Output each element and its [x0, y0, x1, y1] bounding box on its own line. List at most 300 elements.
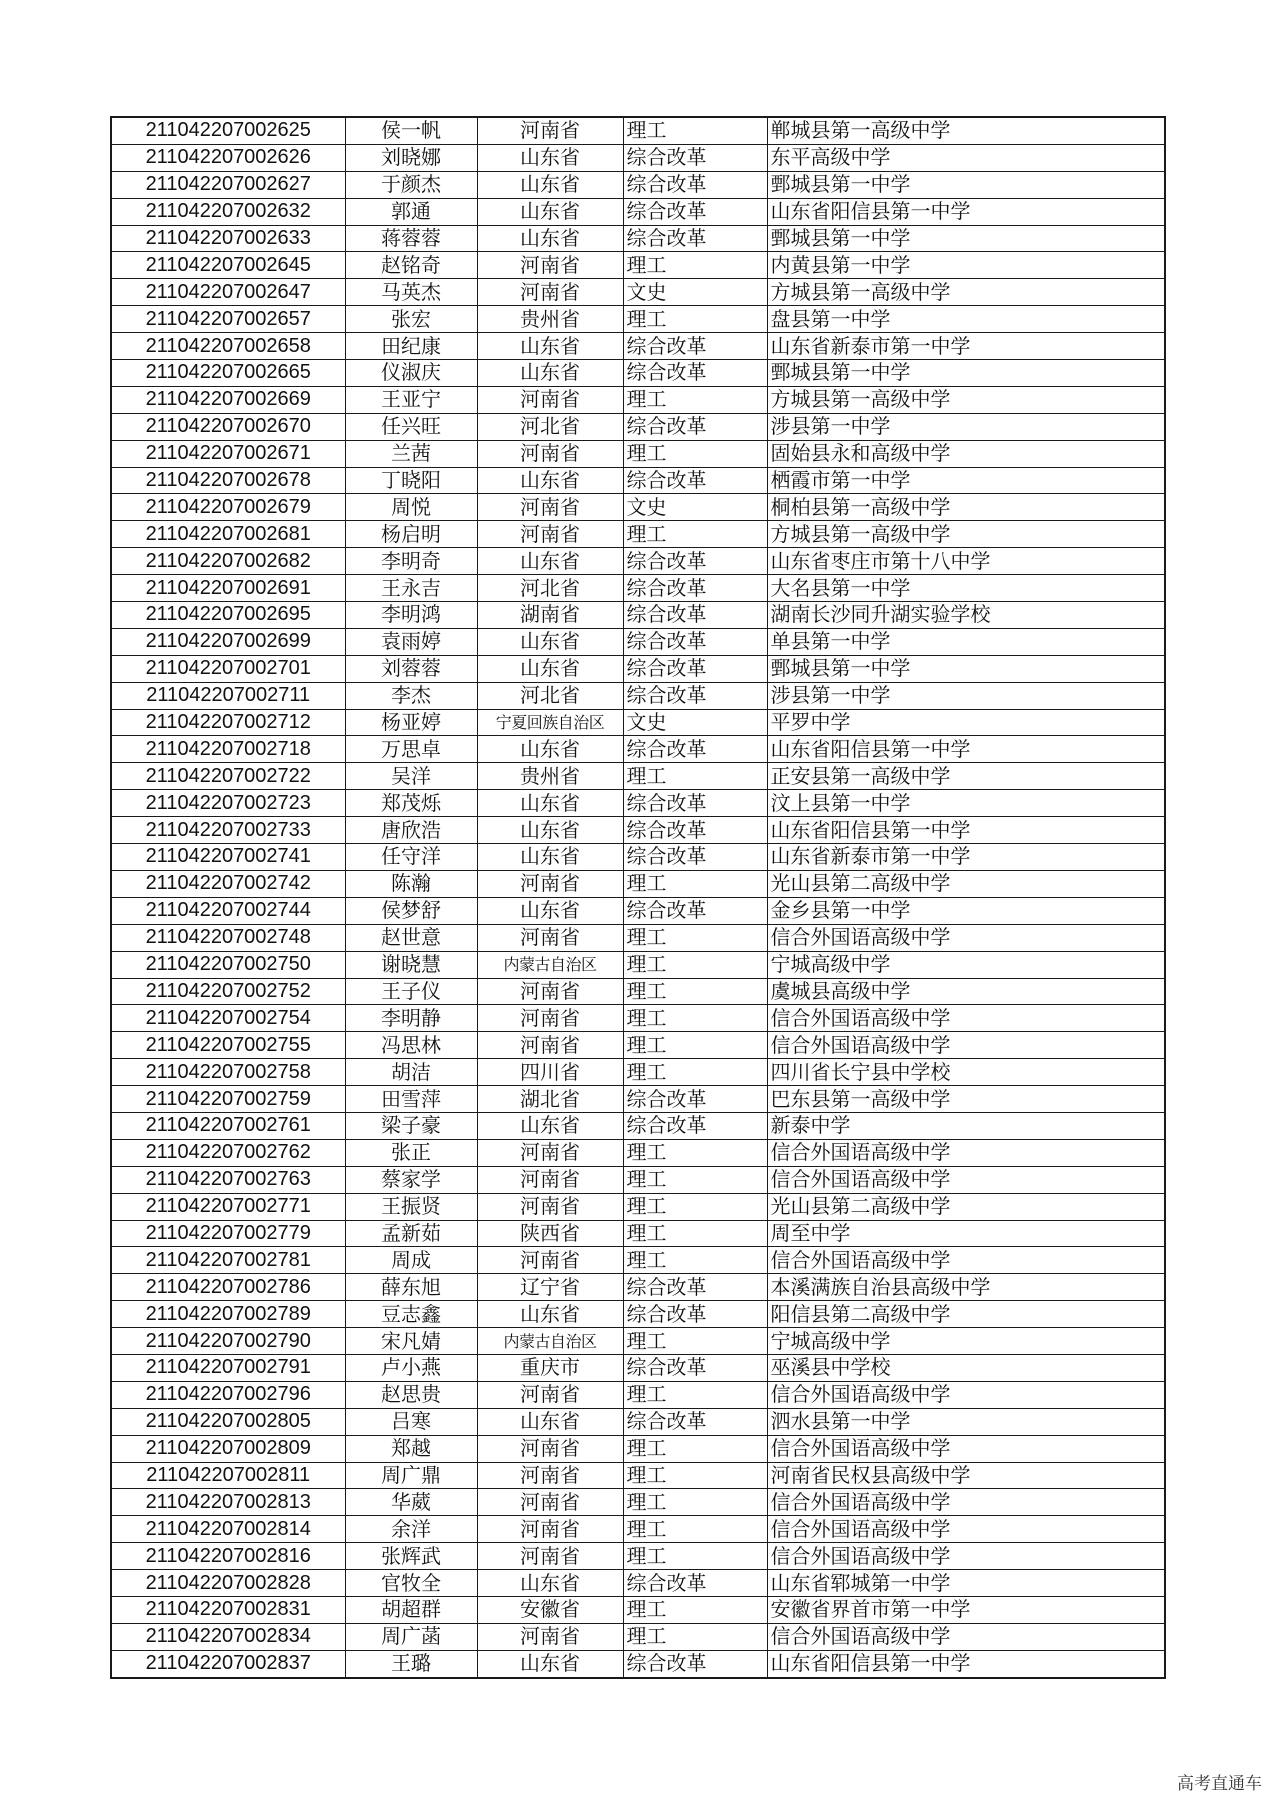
province-cell: 重庆市 — [477, 1354, 623, 1381]
student-name-cell: 于颜杰 — [345, 171, 477, 198]
student-name-cell: 陈瀚 — [345, 870, 477, 897]
school-cell: 盘县第一中学 — [767, 306, 1165, 333]
student-name-cell: 任兴旺 — [345, 413, 477, 440]
table-row — [111, 467, 1165, 494]
candidate-id-cell: 211042207002695 — [111, 602, 345, 629]
candidate-id-cell: 211042207002748 — [111, 924, 345, 951]
candidate-id-cell: 211042207002831 — [111, 1596, 345, 1623]
category-cell: 综合改革 — [623, 1274, 767, 1301]
table-row — [111, 1623, 1165, 1650]
category-cell: 理工 — [623, 1328, 767, 1355]
student-name-cell: 张正 — [345, 1139, 477, 1166]
province-cell: 河北省 — [477, 682, 623, 709]
province-cell: 河南省 — [477, 1489, 623, 1516]
candidate-id-cell: 211042207002627 — [111, 171, 345, 198]
category-cell: 理工 — [623, 1516, 767, 1543]
candidate-id-cell: 211042207002645 — [111, 252, 345, 279]
category-cell: 文史 — [623, 494, 767, 521]
school-cell: 山东省阳信县第一中学 — [767, 1650, 1165, 1677]
student-name-cell: 赵铭奇 — [345, 252, 477, 279]
school-cell: 鄄城县第一中学 — [767, 360, 1165, 387]
school-cell: 阳信县第二高级中学 — [767, 1301, 1165, 1328]
student-name-cell: 王永吉 — [345, 575, 477, 602]
province-cell: 山东省 — [477, 628, 623, 655]
school-cell: 信合外国语高级中学 — [767, 1005, 1165, 1032]
student-name-cell: 张宏 — [345, 306, 477, 333]
table-row — [111, 1220, 1165, 1247]
candidate-id-cell: 211042207002691 — [111, 575, 345, 602]
school-cell: 安徽省界首市第一中学 — [767, 1596, 1165, 1623]
category-cell: 综合改革 — [623, 1086, 767, 1113]
table-row — [111, 709, 1165, 736]
school-cell: 信合外国语高级中学 — [767, 1381, 1165, 1408]
province-cell: 河南省 — [477, 1435, 623, 1462]
table-row — [111, 602, 1165, 629]
candidate-id-cell: 211042207002632 — [111, 198, 345, 225]
table-row — [111, 1516, 1165, 1543]
student-name-cell: 郑越 — [345, 1435, 477, 1462]
province-cell: 河南省 — [477, 279, 623, 306]
province-cell: 河北省 — [477, 575, 623, 602]
school-cell: 涉县第一中学 — [767, 682, 1165, 709]
student-name-cell: 王璐 — [345, 1650, 477, 1677]
table-row — [111, 117, 1165, 144]
province-cell: 河北省 — [477, 413, 623, 440]
student-name-cell: 孟新茹 — [345, 1220, 477, 1247]
province-cell: 河南省 — [477, 1543, 623, 1570]
table-row — [111, 951, 1165, 978]
category-cell: 综合改革 — [623, 575, 767, 602]
category-cell: 综合改革 — [623, 171, 767, 198]
table-row — [111, 413, 1165, 440]
province-cell: 辽宁省 — [477, 1274, 623, 1301]
category-cell: 理工 — [623, 252, 767, 279]
student-name-cell: 周成 — [345, 1247, 477, 1274]
school-cell: 四川省长宁县中学校 — [767, 1059, 1165, 1086]
candidate-id-cell: 211042207002665 — [111, 360, 345, 387]
province-cell: 河南省 — [477, 440, 623, 467]
candidate-id-cell: 211042207002658 — [111, 333, 345, 360]
province-cell: 四川省 — [477, 1059, 623, 1086]
candidate-id-cell: 211042207002813 — [111, 1489, 345, 1516]
school-cell: 涉县第一中学 — [767, 413, 1165, 440]
candidate-id-cell: 211042207002647 — [111, 279, 345, 306]
table-row — [111, 1489, 1165, 1516]
candidate-id-cell: 211042207002712 — [111, 709, 345, 736]
category-cell: 理工 — [623, 763, 767, 790]
province-cell: 河南省 — [477, 1623, 623, 1650]
school-cell: 信合外国语高级中学 — [767, 1516, 1165, 1543]
school-cell: 光山县第二高级中学 — [767, 870, 1165, 897]
candidate-id-cell: 211042207002669 — [111, 386, 345, 413]
category-cell: 综合改革 — [623, 1650, 767, 1677]
table-row — [111, 817, 1165, 844]
student-name-cell: 王振贤 — [345, 1193, 477, 1220]
candidate-id-cell: 211042207002771 — [111, 1193, 345, 1220]
province-cell: 河南省 — [477, 1166, 623, 1193]
table-row — [111, 844, 1165, 871]
province-cell: 山东省 — [477, 333, 623, 360]
table-row — [111, 198, 1165, 225]
student-name-cell: 李明鸿 — [345, 602, 477, 629]
category-cell: 理工 — [623, 1462, 767, 1489]
category-cell: 综合改革 — [623, 817, 767, 844]
candidate-id-cell: 211042207002657 — [111, 306, 345, 333]
category-cell: 理工 — [623, 924, 767, 951]
category-cell: 理工 — [623, 1623, 767, 1650]
candidate-id-cell: 211042207002789 — [111, 1301, 345, 1328]
province-cell: 山东省 — [477, 1112, 623, 1139]
candidate-id-cell: 211042207002763 — [111, 1166, 345, 1193]
student-name-cell: 兰茜 — [345, 440, 477, 467]
province-cell: 河南省 — [477, 1381, 623, 1408]
table-row — [111, 978, 1165, 1005]
province-cell: 内蒙古自治区 — [477, 951, 623, 978]
school-cell: 信合外国语高级中学 — [767, 924, 1165, 951]
student-name-cell: 郭通 — [345, 198, 477, 225]
province-cell: 河南省 — [477, 1462, 623, 1489]
category-cell: 综合改革 — [623, 655, 767, 682]
category-cell: 理工 — [623, 1220, 767, 1247]
category-cell: 理工 — [623, 521, 767, 548]
candidate-id-cell: 211042207002828 — [111, 1570, 345, 1597]
category-cell: 综合改革 — [623, 1354, 767, 1381]
student-name-cell: 蔡家学 — [345, 1166, 477, 1193]
candidate-id-cell: 211042207002682 — [111, 548, 345, 575]
table-row — [111, 252, 1165, 279]
table-row — [111, 386, 1165, 413]
school-cell: 信合外国语高级中学 — [767, 1139, 1165, 1166]
student-name-cell: 胡洁 — [345, 1059, 477, 1086]
category-cell: 综合改革 — [623, 144, 767, 171]
province-cell: 山东省 — [477, 1570, 623, 1597]
category-cell: 综合改革 — [623, 225, 767, 252]
province-cell: 山东省 — [477, 655, 623, 682]
candidate-id-cell: 211042207002809 — [111, 1435, 345, 1462]
category-cell: 综合改革 — [623, 467, 767, 494]
school-cell: 平罗中学 — [767, 709, 1165, 736]
table-row — [111, 575, 1165, 602]
candidate-id-cell: 211042207002699 — [111, 628, 345, 655]
table-row — [111, 144, 1165, 171]
student-name-cell: 郑茂烁 — [345, 790, 477, 817]
category-cell: 综合改革 — [623, 1570, 767, 1597]
watermark: 高考直通车 — [1177, 1774, 1262, 1794]
province-cell: 河南省 — [477, 1032, 623, 1059]
school-cell: 桐柏县第一高级中学 — [767, 494, 1165, 521]
student-name-cell: 袁雨婷 — [345, 628, 477, 655]
candidate-id-cell: 211042207002754 — [111, 1005, 345, 1032]
candidate-id-cell: 211042207002678 — [111, 467, 345, 494]
candidate-id-cell: 211042207002742 — [111, 870, 345, 897]
student-name-cell: 华葳 — [345, 1489, 477, 1516]
candidate-id-cell: 211042207002762 — [111, 1139, 345, 1166]
province-cell: 河南省 — [477, 494, 623, 521]
table-row — [111, 763, 1165, 790]
school-cell: 固始县永和高级中学 — [767, 440, 1165, 467]
category-cell: 理工 — [623, 1193, 767, 1220]
category-cell: 理工 — [623, 1032, 767, 1059]
province-cell: 河南省 — [477, 252, 623, 279]
school-cell: 新泰中学 — [767, 1112, 1165, 1139]
student-name-cell: 马英杰 — [345, 279, 477, 306]
school-cell: 山东省阳信县第一中学 — [767, 736, 1165, 763]
candidate-id-cell: 211042207002711 — [111, 682, 345, 709]
student-name-cell: 薛东旭 — [345, 1274, 477, 1301]
school-cell: 汶上县第一中学 — [767, 790, 1165, 817]
school-cell: 信合外国语高级中学 — [767, 1435, 1165, 1462]
table-row — [111, 1328, 1165, 1355]
table-row — [111, 870, 1165, 897]
province-cell: 山东省 — [477, 144, 623, 171]
student-name-cell: 仪淑庆 — [345, 360, 477, 387]
school-cell: 宁城高级中学 — [767, 951, 1165, 978]
category-cell: 文史 — [623, 709, 767, 736]
school-cell: 郸城县第一高级中学 — [767, 117, 1165, 144]
candidate-id-cell: 211042207002718 — [111, 736, 345, 763]
category-cell: 理工 — [623, 306, 767, 333]
student-name-cell: 万思卓 — [345, 736, 477, 763]
student-name-cell: 赵世意 — [345, 924, 477, 951]
roster-body — [111, 117, 1165, 1678]
category-cell: 理工 — [623, 1435, 767, 1462]
category-cell: 理工 — [623, 870, 767, 897]
student-name-cell: 宋凡婧 — [345, 1328, 477, 1355]
category-cell: 综合改革 — [623, 682, 767, 709]
school-cell: 河南省民权县高级中学 — [767, 1462, 1165, 1489]
province-cell: 河南省 — [477, 978, 623, 1005]
student-name-cell: 张辉武 — [345, 1543, 477, 1570]
province-cell: 山东省 — [477, 225, 623, 252]
table-row — [111, 1005, 1165, 1032]
table-row — [111, 682, 1165, 709]
student-name-cell: 蒋蓉蓉 — [345, 225, 477, 252]
candidate-id-cell: 211042207002741 — [111, 844, 345, 871]
student-name-cell: 冯思林 — [345, 1032, 477, 1059]
student-name-cell: 周悦 — [345, 494, 477, 521]
province-cell: 陕西省 — [477, 1220, 623, 1247]
province-cell: 河南省 — [477, 521, 623, 548]
school-cell: 宁城高级中学 — [767, 1328, 1165, 1355]
province-cell: 安徽省 — [477, 1596, 623, 1623]
table-row — [111, 360, 1165, 387]
table-row — [111, 1596, 1165, 1623]
table-row — [111, 736, 1165, 763]
student-name-cell: 任守洋 — [345, 844, 477, 871]
table-row — [111, 1112, 1165, 1139]
province-cell: 山东省 — [477, 736, 623, 763]
category-cell: 理工 — [623, 1489, 767, 1516]
province-cell: 河南省 — [477, 1139, 623, 1166]
province-cell: 山东省 — [477, 360, 623, 387]
school-cell: 信合外国语高级中学 — [767, 1247, 1165, 1274]
category-cell: 综合改革 — [623, 602, 767, 629]
school-cell: 单县第一中学 — [767, 628, 1165, 655]
student-name-cell: 李明奇 — [345, 548, 477, 575]
school-cell: 本溪满族自治县高级中学 — [767, 1274, 1165, 1301]
table-row — [111, 628, 1165, 655]
category-cell: 综合改革 — [623, 844, 767, 871]
student-name-cell: 杨亚婷 — [345, 709, 477, 736]
table-row — [111, 1381, 1165, 1408]
school-cell: 信合外国语高级中学 — [767, 1489, 1165, 1516]
student-name-cell: 刘蓉蓉 — [345, 655, 477, 682]
school-cell: 泗水县第一中学 — [767, 1408, 1165, 1435]
table-row — [111, 333, 1165, 360]
admission-roster-table — [110, 116, 1166, 1679]
school-cell: 东平高级中学 — [767, 144, 1165, 171]
candidate-id-cell: 211042207002679 — [111, 494, 345, 521]
category-cell: 理工 — [623, 1139, 767, 1166]
school-cell: 山东省阳信县第一中学 — [767, 198, 1165, 225]
table-row — [111, 171, 1165, 198]
student-name-cell: 王亚宁 — [345, 386, 477, 413]
category-cell: 综合改革 — [623, 548, 767, 575]
school-cell: 方城县第一高级中学 — [767, 386, 1165, 413]
province-cell: 河南省 — [477, 870, 623, 897]
school-cell: 虞城县高级中学 — [767, 978, 1165, 1005]
candidate-id-cell: 211042207002786 — [111, 1274, 345, 1301]
student-name-cell: 刘晓娜 — [345, 144, 477, 171]
student-name-cell: 胡超群 — [345, 1596, 477, 1623]
province-cell: 贵州省 — [477, 306, 623, 333]
province-cell: 山东省 — [477, 1650, 623, 1677]
category-cell: 理工 — [623, 1247, 767, 1274]
province-cell: 贵州省 — [477, 763, 623, 790]
table-row — [111, 1301, 1165, 1328]
student-name-cell: 田纪康 — [345, 333, 477, 360]
candidate-id-cell: 211042207002733 — [111, 817, 345, 844]
province-cell: 山东省 — [477, 790, 623, 817]
table-row — [111, 1408, 1165, 1435]
province-cell: 湖北省 — [477, 1086, 623, 1113]
table-row — [111, 1166, 1165, 1193]
category-cell: 综合改革 — [623, 360, 767, 387]
school-cell: 方城县第一高级中学 — [767, 279, 1165, 306]
student-name-cell: 余洋 — [345, 1516, 477, 1543]
student-name-cell: 田雪萍 — [345, 1086, 477, 1113]
student-name-cell: 周广菡 — [345, 1623, 477, 1650]
school-cell: 周至中学 — [767, 1220, 1165, 1247]
category-cell: 理工 — [623, 1166, 767, 1193]
candidate-id-cell: 211042207002758 — [111, 1059, 345, 1086]
table-row — [111, 1462, 1165, 1489]
school-cell: 山东省枣庄市第十八中学 — [767, 548, 1165, 575]
province-cell: 湖南省 — [477, 602, 623, 629]
student-name-cell: 豆志鑫 — [345, 1301, 477, 1328]
category-cell: 理工 — [623, 1005, 767, 1032]
province-cell: 山东省 — [477, 844, 623, 871]
candidate-id-cell: 211042207002837 — [111, 1650, 345, 1677]
candidate-id-cell: 211042207002791 — [111, 1354, 345, 1381]
school-cell: 光山县第二高级中学 — [767, 1193, 1165, 1220]
category-cell: 理工 — [623, 1381, 767, 1408]
student-name-cell: 吕寒 — [345, 1408, 477, 1435]
candidate-id-cell: 211042207002781 — [111, 1247, 345, 1274]
student-name-cell: 李杰 — [345, 682, 477, 709]
school-cell: 内黄县第一中学 — [767, 252, 1165, 279]
student-name-cell: 杨启明 — [345, 521, 477, 548]
table-row — [111, 1650, 1165, 1677]
category-cell: 理工 — [623, 1059, 767, 1086]
category-cell: 综合改革 — [623, 897, 767, 924]
school-cell: 山东省阳信县第一中学 — [767, 817, 1165, 844]
category-cell: 理工 — [623, 117, 767, 144]
candidate-id-cell: 211042207002811 — [111, 1462, 345, 1489]
category-cell: 理工 — [623, 951, 767, 978]
table-row — [111, 548, 1165, 575]
school-cell: 信合外国语高级中学 — [767, 1543, 1165, 1570]
province-cell: 河南省 — [477, 924, 623, 951]
province-cell: 山东省 — [477, 1408, 623, 1435]
candidate-id-cell: 211042207002744 — [111, 897, 345, 924]
school-cell: 信合外国语高级中学 — [767, 1166, 1165, 1193]
table-row — [111, 1247, 1165, 1274]
candidate-id-cell: 211042207002681 — [111, 521, 345, 548]
category-cell: 文史 — [623, 279, 767, 306]
student-name-cell: 赵思贵 — [345, 1381, 477, 1408]
table-row — [111, 494, 1165, 521]
candidate-id-cell: 211042207002701 — [111, 655, 345, 682]
candidate-id-cell: 211042207002796 — [111, 1381, 345, 1408]
student-name-cell: 侯一帆 — [345, 117, 477, 144]
category-cell: 理工 — [623, 440, 767, 467]
candidate-id-cell: 211042207002779 — [111, 1220, 345, 1247]
candidate-id-cell: 211042207002755 — [111, 1032, 345, 1059]
school-cell: 大名县第一中学 — [767, 575, 1165, 602]
province-cell: 山东省 — [477, 897, 623, 924]
province-cell: 河南省 — [477, 386, 623, 413]
province-cell: 山东省 — [477, 1301, 623, 1328]
table-row — [111, 1139, 1165, 1166]
student-name-cell: 侯梦舒 — [345, 897, 477, 924]
student-name-cell: 卢小燕 — [345, 1354, 477, 1381]
table-row — [111, 1354, 1165, 1381]
table-row — [111, 440, 1165, 467]
category-cell: 理工 — [623, 386, 767, 413]
school-cell: 鄄城县第一中学 — [767, 225, 1165, 252]
province-cell: 山东省 — [477, 467, 623, 494]
candidate-id-cell: 211042207002722 — [111, 763, 345, 790]
candidate-id-cell: 211042207002626 — [111, 144, 345, 171]
candidate-id-cell: 211042207002805 — [111, 1408, 345, 1435]
table-row — [111, 897, 1165, 924]
student-name-cell: 王子仪 — [345, 978, 477, 1005]
table-row — [111, 1086, 1165, 1113]
province-cell: 内蒙古自治区 — [477, 1328, 623, 1355]
student-name-cell: 吴洋 — [345, 763, 477, 790]
student-name-cell: 周广鼎 — [345, 1462, 477, 1489]
candidate-id-cell: 211042207002761 — [111, 1112, 345, 1139]
category-cell: 综合改革 — [623, 333, 767, 360]
candidate-id-cell: 211042207002670 — [111, 413, 345, 440]
table-row — [111, 1435, 1165, 1462]
school-cell: 金乡县第一中学 — [767, 897, 1165, 924]
province-cell: 山东省 — [477, 548, 623, 575]
table-row — [111, 1570, 1165, 1597]
candidate-id-cell: 211042207002625 — [111, 117, 345, 144]
category-cell: 综合改革 — [623, 736, 767, 763]
student-name-cell: 李明静 — [345, 1005, 477, 1032]
student-name-cell: 谢晓慧 — [345, 951, 477, 978]
school-cell: 巴东县第一高级中学 — [767, 1086, 1165, 1113]
table-row — [111, 225, 1165, 252]
province-cell: 宁夏回族自治区 — [477, 709, 623, 736]
province-cell: 山东省 — [477, 817, 623, 844]
province-cell: 河南省 — [477, 1193, 623, 1220]
table-row — [111, 790, 1165, 817]
school-cell: 信合外国语高级中学 — [767, 1032, 1165, 1059]
